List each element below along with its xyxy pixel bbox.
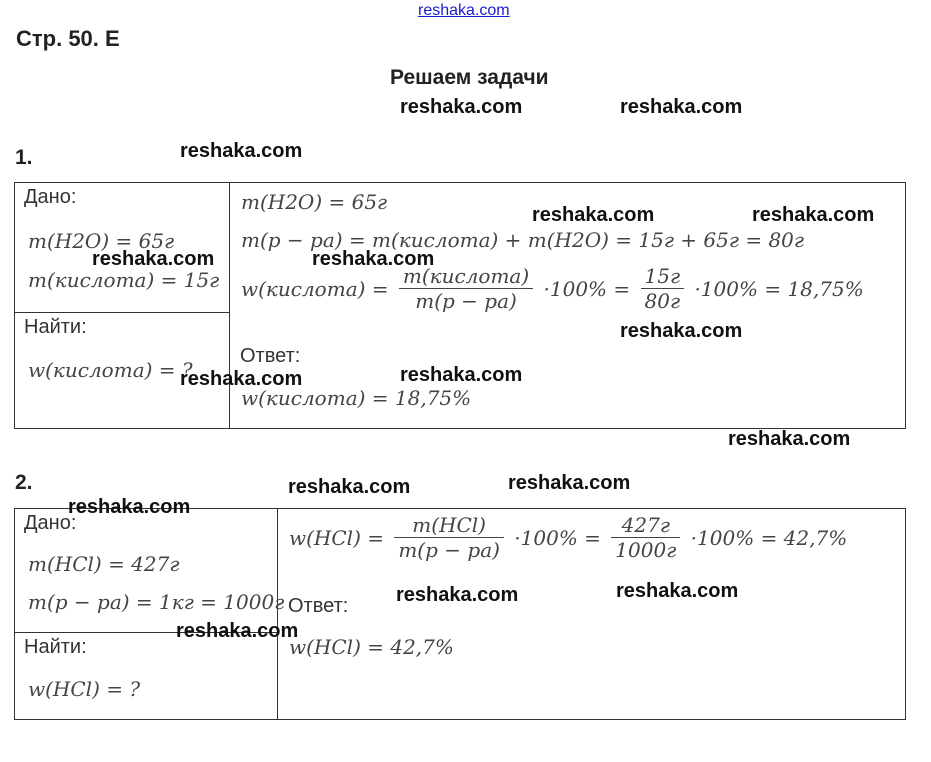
task-2-fraction-2	[611, 513, 680, 562]
watermark-text: reshaka.com	[68, 496, 191, 518]
task-2-number: 2.	[15, 471, 33, 494]
watermark-text: reshaka.com	[620, 320, 743, 342]
task-1-fraction-2-den: 80г	[644, 289, 681, 313]
task-2-fraction-2-num: 427г	[611, 513, 680, 538]
watermark-text: reshaka.com	[508, 472, 631, 494]
task-1-fraction-2-num: 15г	[641, 264, 685, 289]
watermark-text: reshaka.com	[180, 140, 303, 162]
watermark-text: reshaka.com	[400, 364, 523, 386]
task-1-line3-tail: ·100% = 18,75%	[694, 276, 864, 301]
task-1-fraction-2	[641, 264, 685, 313]
task-1-given-find-divider	[14, 312, 230, 313]
watermark-text: reshaka.com	[176, 620, 299, 642]
watermark-text: reshaka.com	[288, 476, 411, 498]
watermark-text: reshaka.com	[728, 428, 851, 450]
task-1-answer: w(кислота) = 18,75%	[241, 386, 472, 410]
task-2-divider	[277, 508, 278, 720]
watermark-text: reshaka.com	[180, 368, 303, 390]
task-1-answer-label: Ответ:	[240, 345, 301, 367]
watermark-text: reshaka.com	[616, 580, 739, 602]
page-label: Стр. 50. Е	[16, 26, 120, 51]
task-1-solution-line-3	[241, 264, 864, 313]
watermark-text: reshaka.com	[752, 204, 875, 226]
task-1-fraction-1-den: m(р − ра)	[415, 289, 517, 313]
task-1-given-label: Дано:	[24, 186, 77, 208]
task-2-fraction-1	[394, 513, 504, 562]
task-1-solution-line-1: m(H2O) = 65г	[241, 190, 388, 214]
task-2-line1-tail: ·100% = 42,7%	[690, 525, 848, 550]
task-1-divider	[229, 182, 230, 429]
task-2-answer-label: Ответ:	[288, 595, 349, 617]
site-link[interactable]: reshaka.com	[418, 2, 510, 19]
task-2-find: w(HCl) = ?	[28, 677, 141, 701]
task-2-line1-mult: ·100% =	[514, 525, 601, 550]
task-1-solution-line-2: m(р − ра) = m(кислота) + m(H2O) = 15г + 65г = 80г	[241, 228, 804, 252]
task-2-line1-left: w(HCl) =	[289, 525, 384, 550]
task-2-solution-line-1	[289, 513, 847, 562]
task-2-given-2: m(р − ра) = 1кг = 1000г	[28, 590, 285, 614]
task-2-find-label: Найти:	[24, 636, 87, 658]
task-1-number: 1.	[15, 146, 33, 169]
task-1-line3-left: w(кислота) =	[241, 276, 389, 301]
task-1-line3-mult: ·100% =	[543, 276, 631, 301]
task-1-given-1: m(H2O) = 65г	[28, 229, 175, 253]
task-2-answer: w(HCl) = 42,7%	[289, 635, 454, 659]
task-2-given-1: m(HCl) = 427г	[28, 552, 180, 576]
task-1-given-2: m(кислота) = 15г	[28, 268, 220, 292]
watermark-text: reshaka.com	[620, 96, 743, 118]
task-2-fraction-2-den: 1000г	[615, 538, 677, 562]
task-1-find: w(кислота) = ?	[28, 358, 193, 382]
watermark-text: reshaka.com	[532, 204, 655, 226]
task-2-fraction-1-num: m(HCl)	[394, 513, 504, 538]
task-2-fraction-1-den: m(р − ра)	[398, 538, 500, 562]
watermark-text: reshaka.com	[396, 584, 519, 606]
task-1-fraction-1	[399, 264, 533, 313]
task-2-given-label: Дано:	[24, 512, 77, 534]
watermark-text: reshaka.com	[92, 248, 215, 270]
watermark-text: reshaka.com	[312, 248, 435, 270]
watermark-text: reshaka.com	[400, 96, 523, 118]
section-heading: Решаем задачи	[390, 66, 549, 89]
task-1-find-label: Найти:	[24, 316, 87, 338]
task-1-fraction-1-num: m(кислота)	[399, 264, 533, 289]
